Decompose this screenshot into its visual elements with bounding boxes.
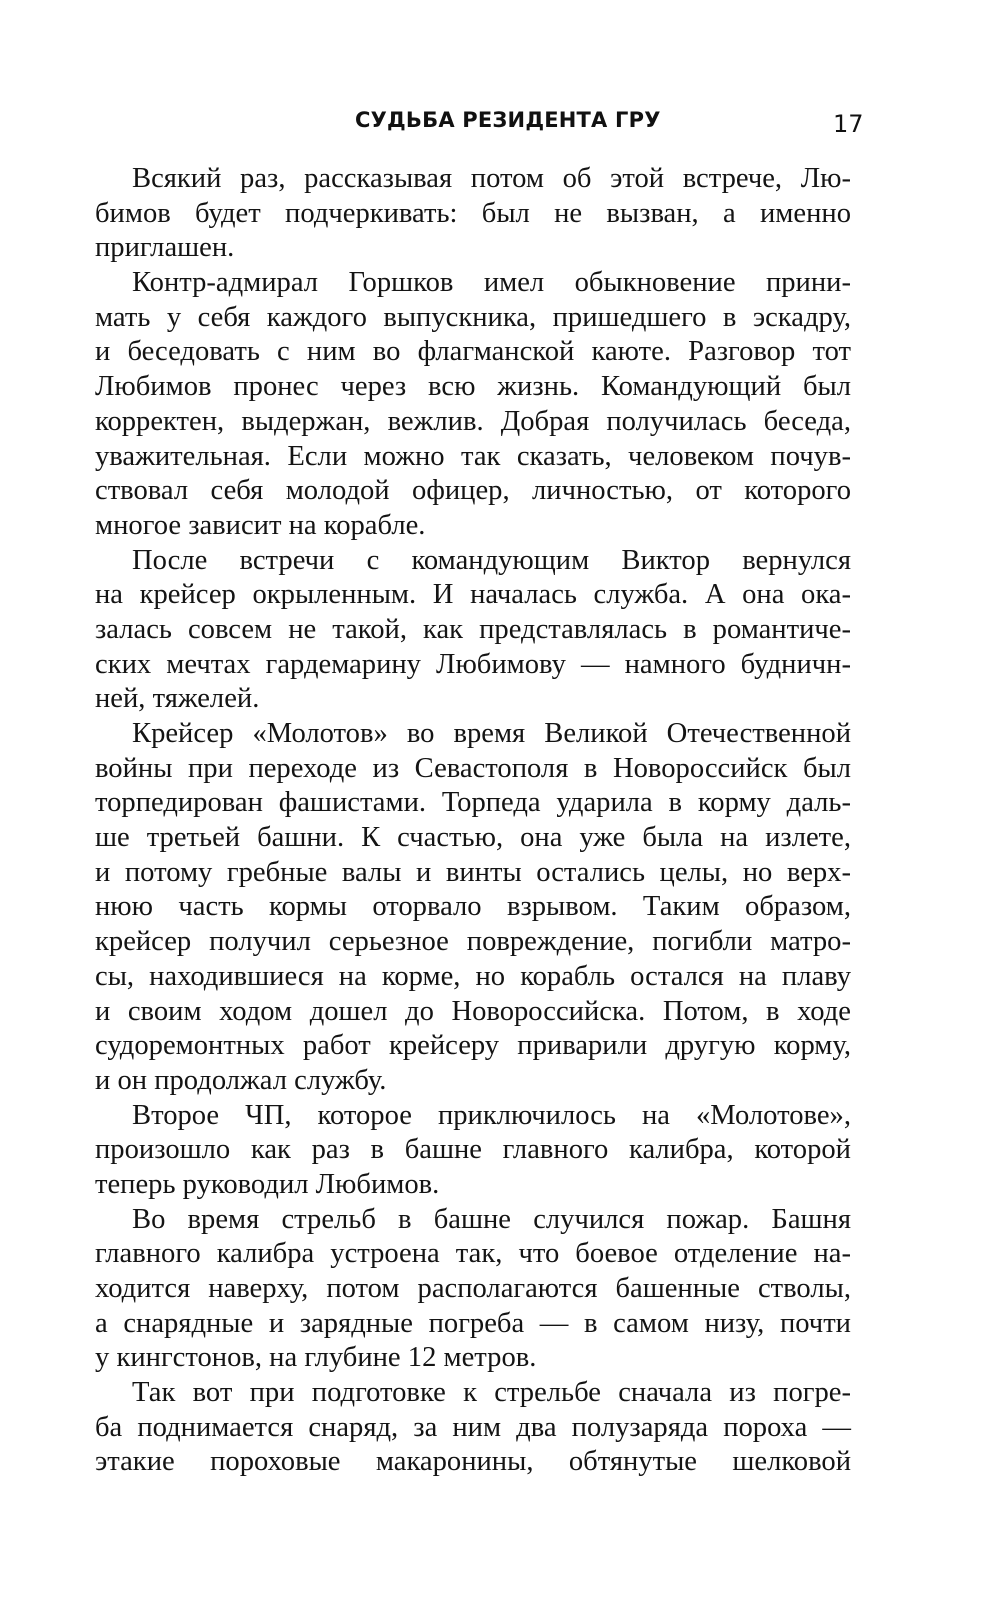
paragraph [95,266,851,544]
text-line: Так вот при подготовке к стрельбе сначала из погре- [132,1377,851,1409]
text-line: ходится наверху, потом располагаются башенные стволы, [95,1273,851,1304]
paragraph [95,162,851,266]
text-line: нюю часть кормы оторвало взрывом. Таким образом, [95,891,851,923]
text-line: Во время стрельб в башне случился пожар. Башня [132,1203,851,1235]
page-number: 17 [833,110,864,138]
text-line: Крейсер «Молотов» во время Великой Отечественной [132,718,851,749]
text-line: многое зависит на корабле. [95,509,426,541]
text-line: ских мечтах гардемарину Любимову — намного будничн- [95,648,851,680]
paragraph [95,1376,851,1480]
text-line: Любимов пронес через всю жизнь. Командующий был [95,371,851,403]
text-line: теперь руководил Любимов. [95,1168,440,1200]
body-text [95,162,851,1480]
text-line: и своим ходом дошел до Новороссийска. Потом, в ходе [95,995,851,1027]
text-line: ше третьей башни. К счастью, она уже была на излете, [95,822,851,854]
text-line: бимов будет подчеркивать: был не вызван, а именно [95,197,851,229]
text-line: и потому гребные валы и винты остались целы, но верх- [95,856,851,888]
running-title: СУДЬБА РЕЗИДЕНТА ГРУ [355,108,661,132]
text-line: мать у себя каждого выпускника, пришедшего в эскадру, [95,301,851,333]
text-line: ствовал себя молодой офицер, личностью, от которого [95,475,851,507]
running-head [0,108,1000,148]
paragraph [95,1099,851,1203]
paragraph [95,1203,851,1376]
text-line: и беседовать с ним во флагманской каюте. Разговор тот [95,336,851,368]
text-line: После встречи с командующим Виктор вернулся [132,544,851,576]
text-line: произошло как раз в башне главного калибра, которой [95,1134,851,1166]
text-line: главного калибра устроена так, что боевое отделение на- [95,1238,851,1270]
paragraph [95,717,851,1099]
text-line: ней, тяжелей. [95,683,260,715]
text-line: войны при переходе из Севастополя в Новороссийск был [95,752,851,784]
text-line: у кингстонов, на глубине 12 метров. [95,1342,537,1374]
text-line: судоремонтных работ крейсеру приварили другую корму, [95,1030,851,1062]
text-line: Контр-адмирал Горшков имел обыкновение прини- [132,267,851,299]
text-line: Второе ЧП, которое приключилось на «Молотове», [132,1099,851,1131]
text-line: Всякий раз, рассказывая потом об этой встрече, Лю- [132,163,851,194]
text-line: крейсер получил серьезное повреждение, погибли матро- [95,926,851,958]
text-line: корректен, выдержан, вежлив. Добрая получилась беседа, [95,405,851,437]
text-line: ба поднимается снаряд, за ним два полузаряда пороха — [95,1411,851,1443]
text-line: и он продолжал службу. [95,1064,387,1096]
text-line: этакие пороховые макаронины, обтянутые шелковой [95,1446,851,1478]
paragraph [95,544,851,717]
text-line: приглашен. [95,232,235,264]
text-line: а снарядные и зарядные погреба — в самом низу, почти [95,1307,851,1339]
text-line: сы, находившиеся на корме, но корабль остался на плаву [95,960,851,992]
text-line: уважительная. Если можно так сказать, человеком почув- [95,440,851,472]
text-line: залась совсем не такой, как представлялась в романтиче- [95,613,851,645]
text-line: на крейсер окрыленным. И началась служба. А она ока- [95,579,851,611]
text-line: торпедирован фашистами. Торпеда ударила в корму даль- [95,787,851,819]
